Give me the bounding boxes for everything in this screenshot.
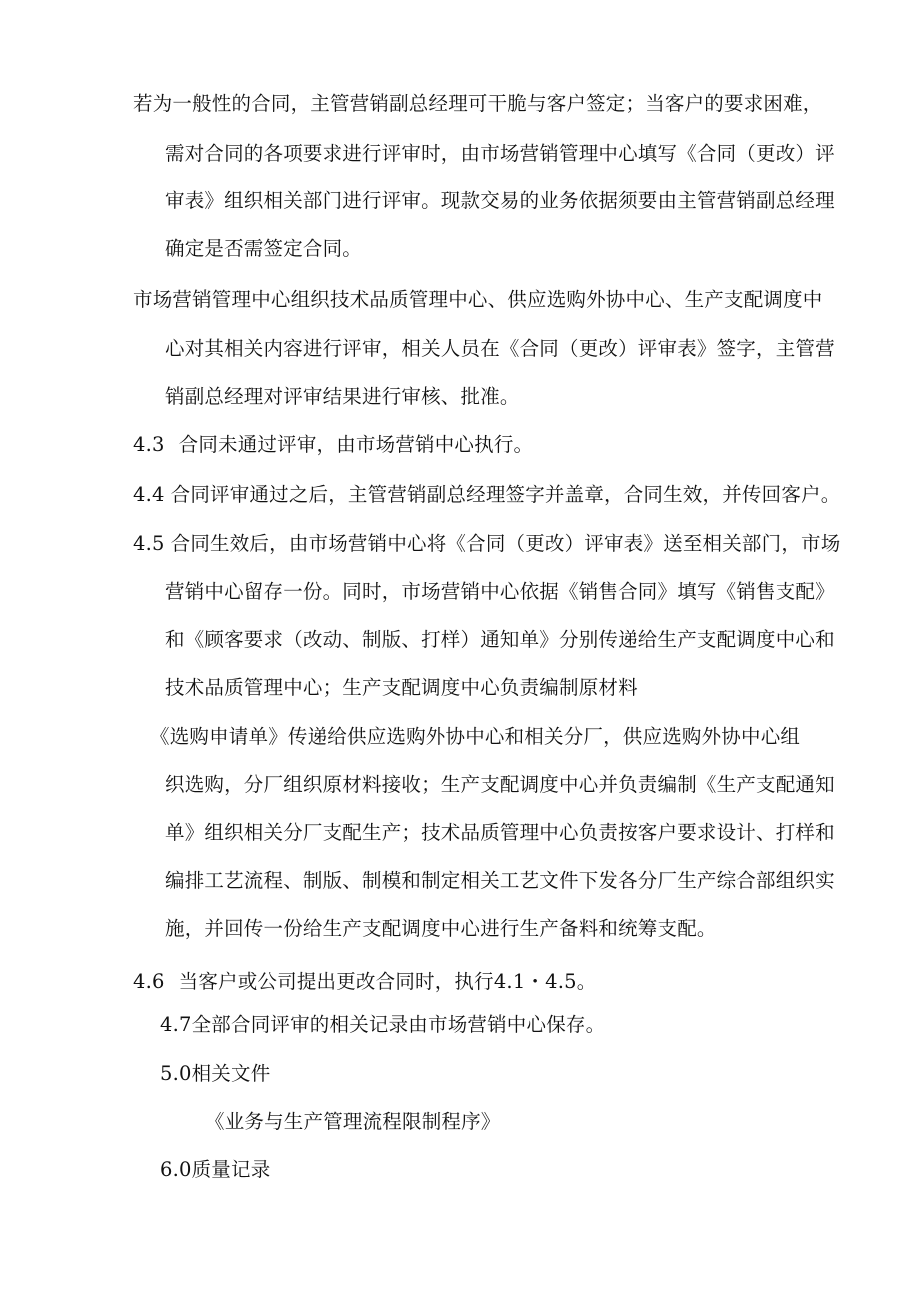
- related-document: 《业务与生产管理流程限制程序》: [205, 1110, 501, 1133]
- section-5-0-heading: 5.0相关文件: [160, 1062, 271, 1085]
- para1-line4: 确定是否需签定合同。: [165, 237, 363, 260]
- para3-line5: 施，并回传一份给生产支配调度中心进行生产备料和统筹支配。: [165, 917, 717, 940]
- section-text: 合同未通过评审，由市场营销中心执行。: [178, 433, 534, 456]
- section-4-6: [133, 968, 596, 996]
- para2-line3: 销副总经理对评审结果进行审核、批准。: [165, 385, 520, 408]
- section-text: 合同评审通过之后，主管营销副总经理签字并盖章，合同生效，并传回客户。: [170, 483, 841, 506]
- para1-line1: 若为一般性的合同，主管营销副总经理可干脆与客户签定；当客户的要求困难，: [133, 92, 823, 115]
- section-text: 当客户或公司提出更改合同时，执行4.1・4.5。: [178, 970, 597, 993]
- para3-line3: 单》组织相关分厂支配生产；技术品质管理中心负责按客户要求设计、打样和: [165, 821, 835, 844]
- section-number: 4.4: [133, 483, 165, 506]
- section-4-5-line2: 营销中心留存一份。同时，市场营销中心依据《销售合同》填写《销售支配》: [165, 580, 835, 603]
- section-4-5-line3: 和《顾客要求（改动、制版、打样）通知单》分别传递给生产支配调度中心和: [165, 628, 835, 651]
- para3-line4: 编排工艺流程、制版、制模和制定相关工艺文件下发各分厂生产综合部组织实: [165, 869, 835, 892]
- section-4-3: [133, 431, 533, 459]
- para3-line2: 织选购，分厂组织原材料接收；生产支配调度中心并负责编制《生产支配通知: [165, 773, 835, 796]
- section-4-5-line1: [133, 530, 840, 558]
- section-number: 4.6: [133, 970, 165, 993]
- section-number: 4.3: [133, 433, 165, 456]
- section-4-4: [133, 481, 840, 509]
- para2-line2: 心对其相关内容进行评审，相关人员在《合同（更改）评审表》签字，主管营: [165, 337, 835, 360]
- section-text: 合同生效后，由市场营销中心将《合同（更改）评审表》送至相关部门，市场: [170, 532, 841, 555]
- section-4-5-line4: 技术品质管理中心；生产支配调度中心负责编制原材料: [165, 676, 638, 699]
- para2-line1: 市场营销管理中心组织技术品质管理中心、供应选购外协中心、生产支配调度中: [133, 288, 823, 311]
- section-number: 4.5: [133, 532, 165, 555]
- para3-line1: 《选购申请单》传递给供应选购外协中心和相关分厂，供应选购外协中心组: [150, 725, 801, 748]
- section-6-0-heading: 6.0质量记录: [160, 1158, 271, 1181]
- para1-line3: 审表》组织相关部门进行评审。现款交易的业务依据须要由主管营销副总经理: [165, 189, 835, 212]
- para1-line2: 需对合同的各项要求进行评审时，由市场营销管理中心填写《合同（更改）评: [165, 142, 835, 165]
- section-4-7: 4.7全部合同评审的相关记录由市场营销中心保存。: [160, 1013, 606, 1036]
